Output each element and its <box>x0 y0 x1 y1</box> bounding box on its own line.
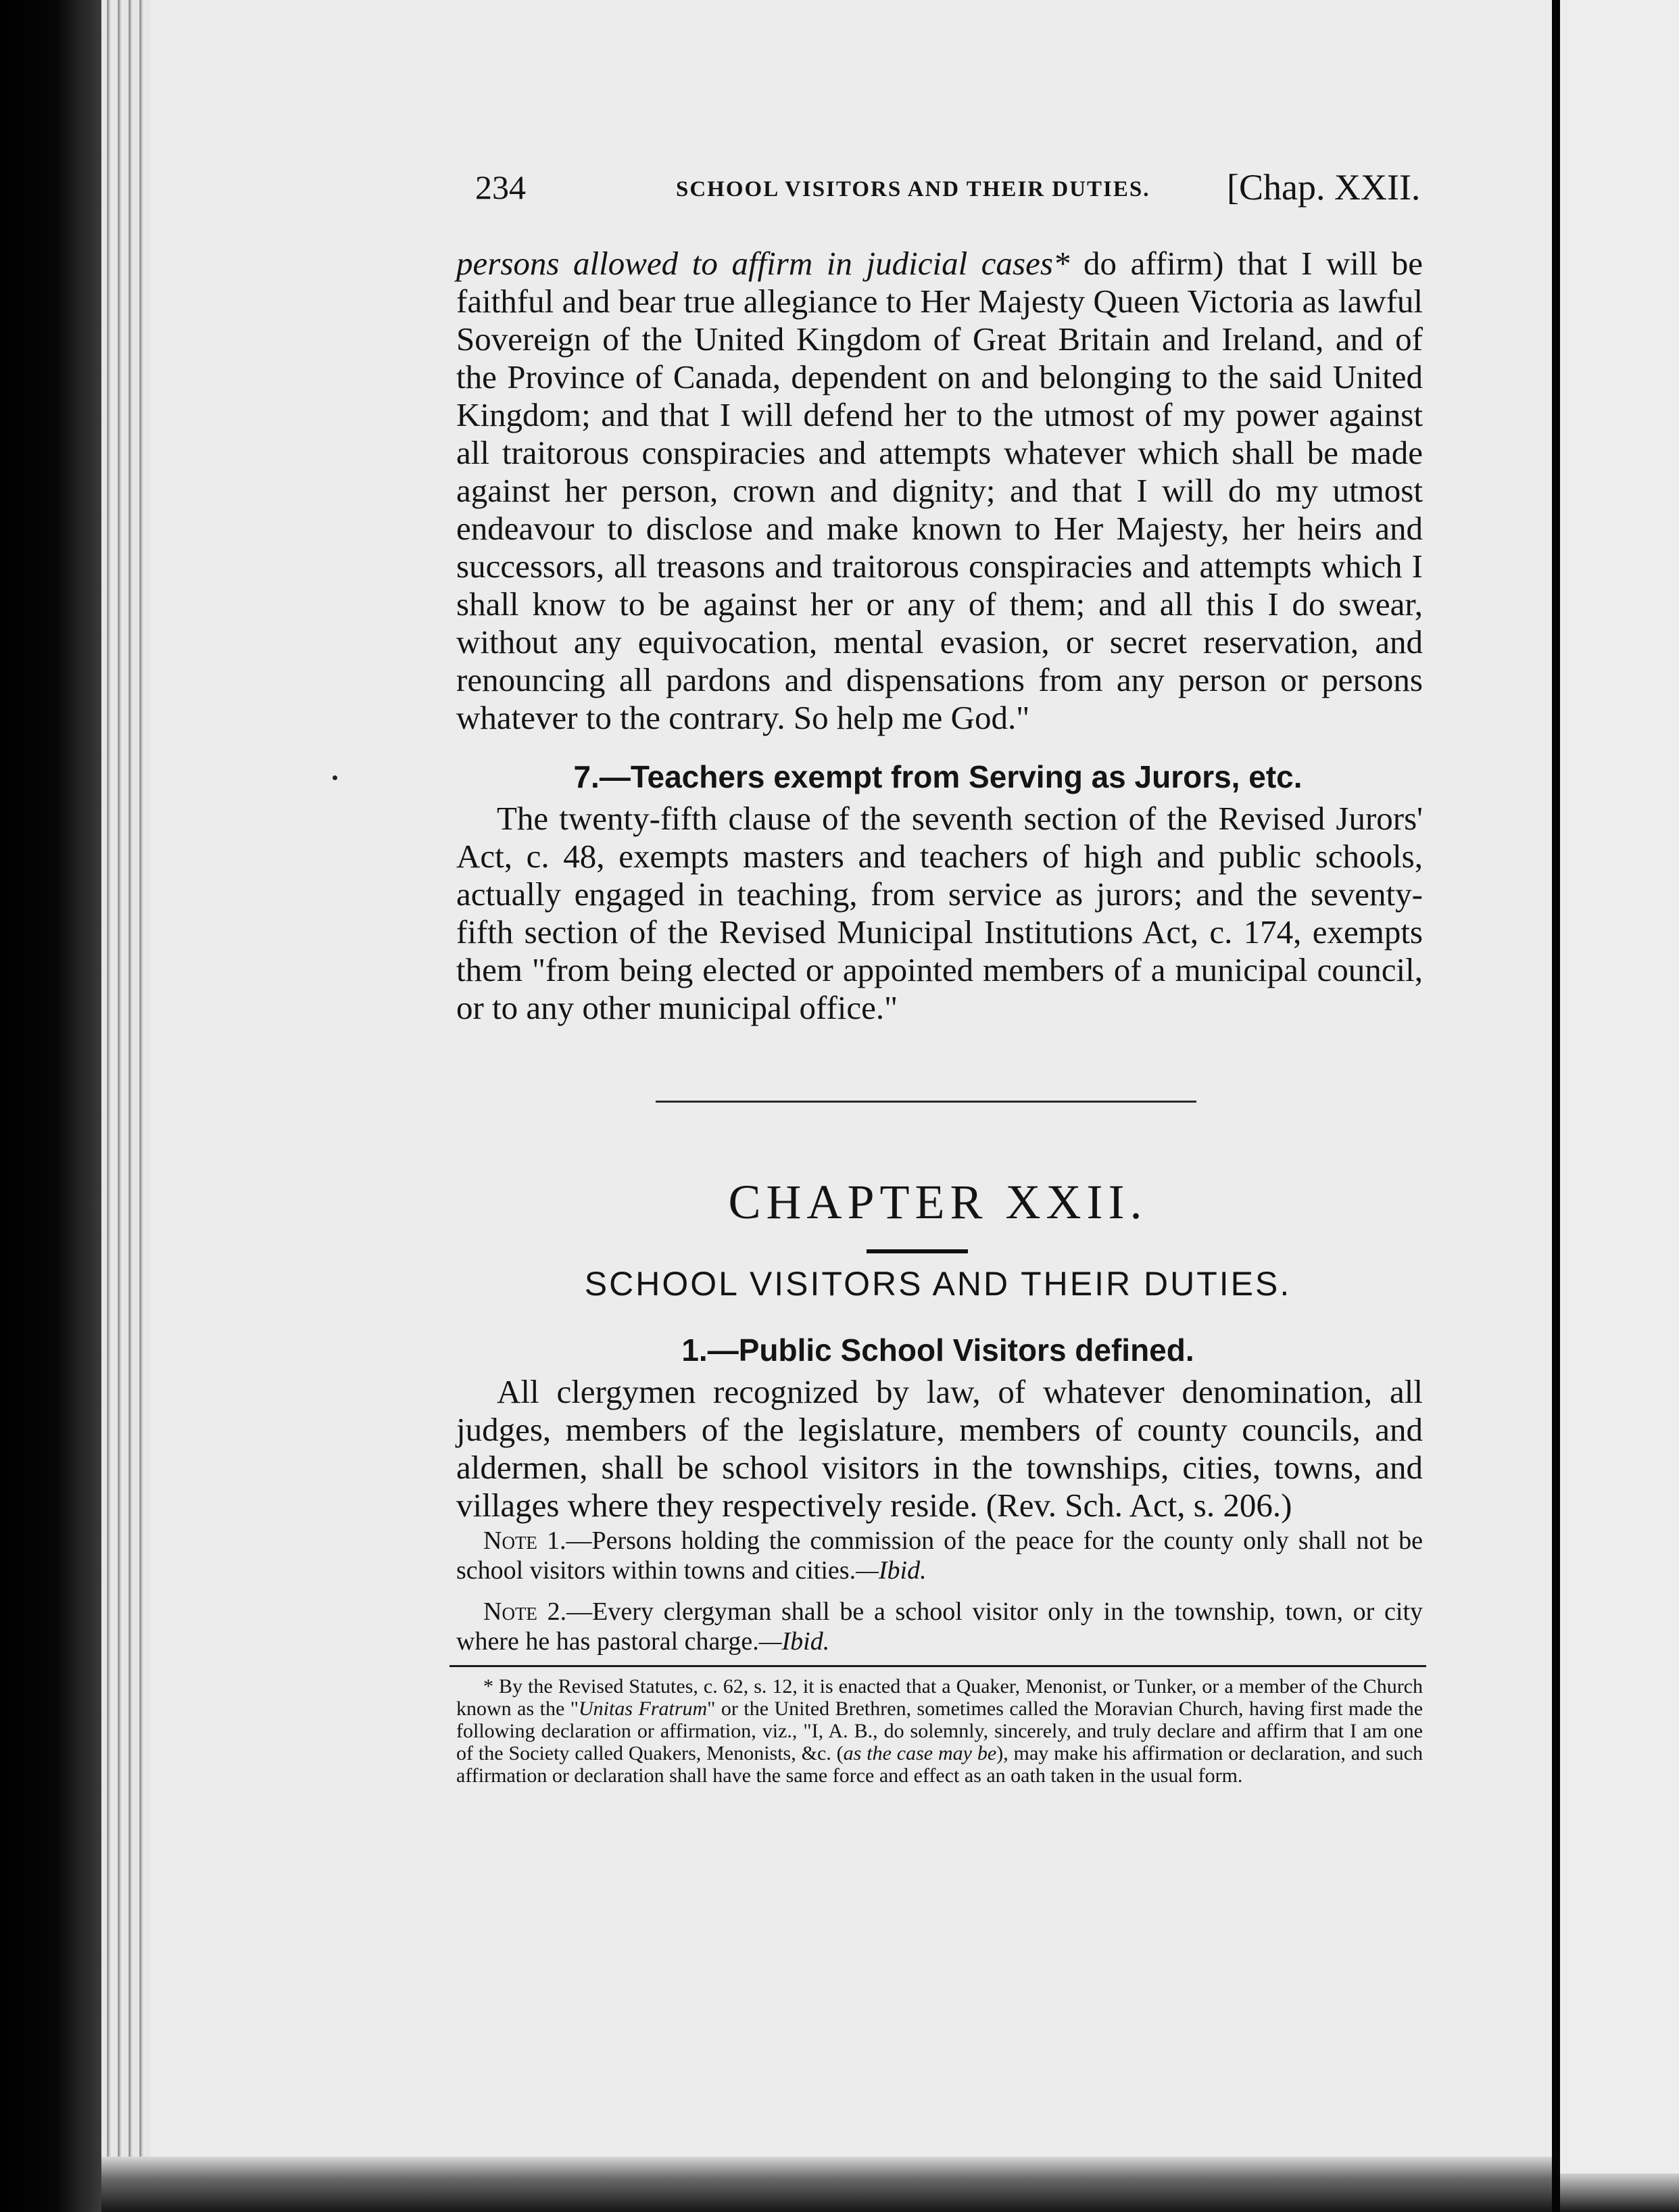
print-speck <box>333 775 337 780</box>
gutter <box>1552 0 1560 2212</box>
chapter-subtitle: SCHOOL VISITORS AND THEIR DUTIES. <box>584 1265 1292 1303</box>
chapter-title: CHAPTER XXII. <box>728 1175 1148 1229</box>
chapter-title-rule <box>867 1249 968 1253</box>
adjacent-page <box>1560 0 1679 2212</box>
running-head-chapter: [Chap. XXII. <box>1227 167 1421 208</box>
section-7-heading: 7.—Teachers exempt from Serving as Jurors, etc. <box>573 759 1303 794</box>
footnote-part-1: * By the Revised Statutes, c. 62, s. 12, it is enacted that a Quaker, Menonist, or Tunker, or a member of the Church known as the " <box>456 1675 1423 1720</box>
adjacent-page-shadow <box>1560 2173 1679 2212</box>
footnote <box>456 1675 1423 1787</box>
section-7-text: The twenty-fifth clause of the seventh section of the Revised Jurors' Act, c. 48, exempts masters and teachers of high and public schools, actually engaged in teaching, from service as jurors; and the seventy-fifth section of the Revised Municipal Institutions Act, c. 174, exempts them "from being elected or appointed members of a municipal council, or to any other municipal office." <box>456 800 1423 1026</box>
running-head-title: SCHOOL VISITORS AND THEIR DUTIES. <box>676 177 1150 201</box>
section-divider <box>656 1101 1196 1103</box>
page-edges <box>101 0 150 2212</box>
note-1-source: —Ibid. <box>856 1556 927 1585</box>
footnote-rule <box>449 1665 1426 1667</box>
footnote-italic-2: as the case may be <box>843 1742 997 1764</box>
note-2-text: —Every clergyman shall be a school visitor only in the township, town, or city where he has pastoral charge. <box>456 1597 1424 1656</box>
section-1-text: All clergymen recognized by law, of whatever denomination, all judges, members of the legislature, members of county councils, and aldermen, shall be school visitors in the townships, cities, towns, and villages where they respectively reside. (Rev. Sch. Act, s. 206.) <box>456 1373 1423 1524</box>
section-1-heading: 1.—Public School Visitors defined. <box>681 1332 1194 1368</box>
note-1-text: —Persons holding the commission of the peace for the county only shall not be school visitors within towns and cities. <box>456 1526 1423 1585</box>
book-binding-shadow <box>0 0 101 2212</box>
note-2-label: Note 2. <box>483 1597 567 1626</box>
note-2 <box>456 1597 1423 1656</box>
oath-text: do affirm) that I will be faithful and bear true allegiance to Her Majesty Queen Victoria as lawful Sovereign of the United Kingdom of Great Britain and Ireland, and of the Province of Canada, dependent on and belonging to the said United Kingdom; and that I will defend her to the utmost of my power against all traitorous conspiracies and attempts whatever which shall be made against her person, crown and dignity; and that I will do my utmost endeavour to disclose and make known to Her Majesty, her heirs and successors, all treasons and traitorous conspiracies and attempts which I shall know to be against her or any of them; and all this I do swear, without any equivocation, mental evasion, or secret reservation, and renouncing all pardons and dispensations from any person or persons whatever to the contrary. So help me God." <box>456 245 1423 736</box>
running-head <box>443 162 1433 216</box>
footnote-part-3: ), may make his affirmation or declaration, and such affirmation or declaration shall have the same force and effect as an oath taken in the usual form. <box>456 1742 1423 1787</box>
note-1 <box>456 1526 1423 1585</box>
footnote-italic-1: Unitas Fratrum <box>579 1698 708 1720</box>
note-2-source: —Ibid. <box>758 1627 830 1656</box>
page-number: 234 <box>475 168 526 206</box>
note-1-label: Note 1. <box>483 1526 566 1555</box>
oath-lead-italic: persons allowed to affirm in judicial cases* <box>456 245 1070 282</box>
oath-paragraph <box>456 245 1423 737</box>
footnote-part-2: " or the United Brethren, sometimes called the Moravian Church, having first made the following declaration or affirmation, viz., "I, A. B., do solemnly, sincerely, and truly declare and affirm that I am one of the Society called Quakers, Menonists, &c. ( <box>456 1698 1424 1764</box>
page-bottom-shadow <box>101 2157 1552 2212</box>
